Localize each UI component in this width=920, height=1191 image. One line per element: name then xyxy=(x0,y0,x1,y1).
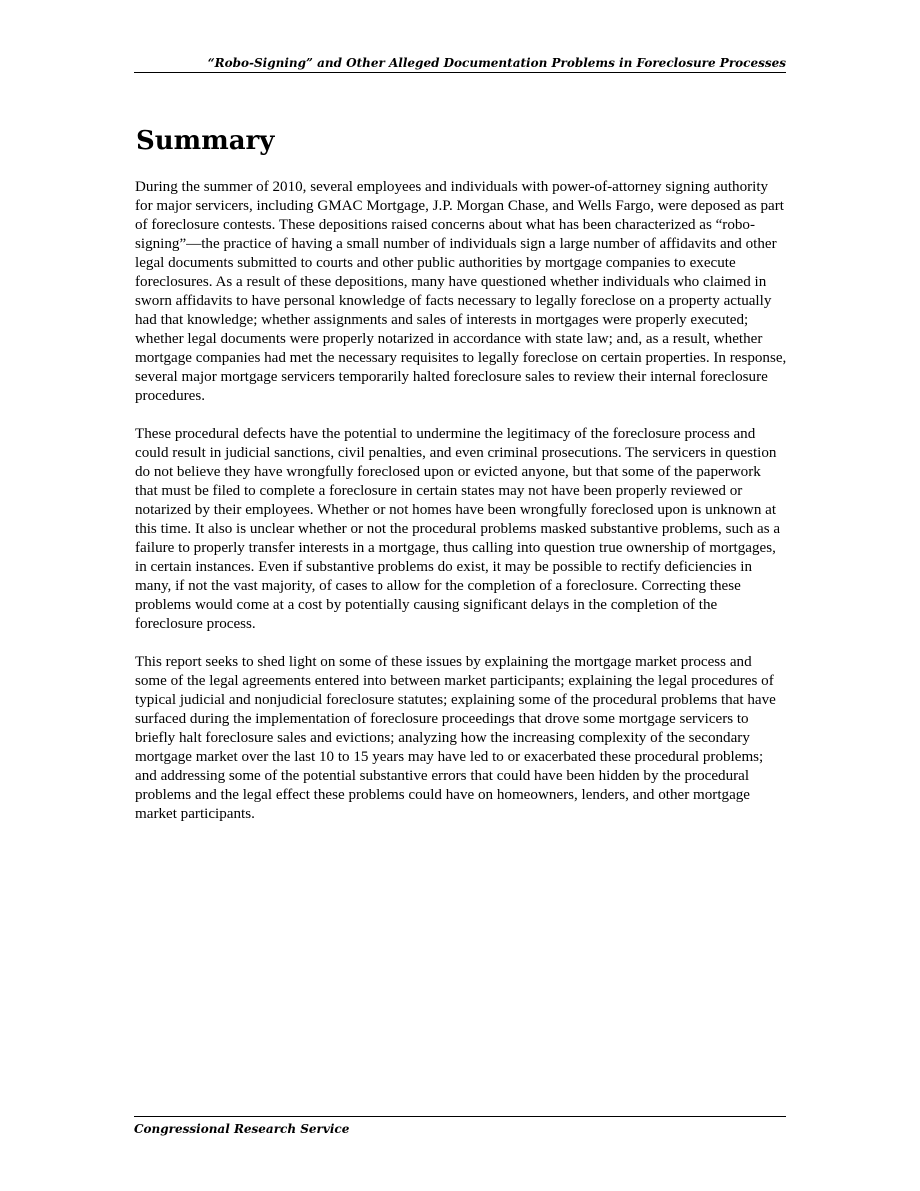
paragraph-3: This report seeks to shed light on some of these issues by explaining the mortgage market process and some of the legal agreements entered into between market participants; explaining the legal procedures of typical judicial and nonjudicial foreclosure statutes; explaining some of the procedural problems that have surfaced during the implementation of foreclosure proceedings that drove some mortgage servicers to briefly halt foreclosure sales and evictions; analyzing how the increasing complexity of the secondary mortgage market over the last 10 to 15 years may have led to or exacerbated these procedural problems; and addressing some of the potential substantive errors that could have been hidden by the procedural problems and the legal effect these problems could have on homeowners, lenders, and other mortgage market participants. xyxy=(135,654,776,822)
paragraph-1: During the summer of 2010, several employees and individuals with power-of-attorney signing authority for major servicers, including GMAC Mortgage, J.P. Morgan Chase, and Wells Fargo, were deposed as part of foreclosure contests. These depositions raised concerns about what has been characterized as “robo-signing”—the practice of having a small number of individuals sign a large number of affidavits and other legal documents submitted to courts and other public authorities by mortgage companies to execute foreclosures. As a result of these depositions, many have questioned whether individuals who claimed in sworn affidavits to have personal knowledge of facts necessary to legally foreclose on a property actually had that knowledge; whether assignments and sales of interests in mortgages were properly executed; whether legal documents were properly notarized in accordance with state law; and, as a result, whether mortgage companies had met the necessary requisites to legally foreclose on certain properties. In response, several major mortgage servicers temporarily halted foreclosure sales to review their internal foreclosure procedures. xyxy=(135,179,787,404)
section-title: Summary xyxy=(136,126,275,156)
paragraph-2: These procedural defects have the potential to undermine the legitimacy of the foreclosure process and could result in judicial sanctions, civil penalties, and even criminal prosecutions. The servicers in question do not believe they have wrongfully foreclosed upon or evicted anyone, but that some of the paperwork that must be filed to complete a foreclosure in certain states may not have been properly reviewed or notarized by their employees. Whether or not homes have been wrongfully foreclosed upon is unknown at this time. It also is unclear whether or not the procedural problems masked substantive problems, such as a failure to properly transfer interests in a mortgage, thus calling into question true ownership of mortgages, in certain instances. Even if substantive problems do exist, it may be possible to rectify deficiencies in many, if not the vast majority, of cases to allow for the completion of a foreclosure. Correcting these problems would come at a cost by potentially causing significant delays in the completion of the foreclosure process. xyxy=(135,426,781,632)
summary-body xyxy=(135,178,787,843)
running-footer: Congressional Research Service xyxy=(134,1116,786,1137)
running-header: “Robo-Signing” and Other Alleged Documentation Problems in Foreclosure Processes xyxy=(134,56,786,73)
